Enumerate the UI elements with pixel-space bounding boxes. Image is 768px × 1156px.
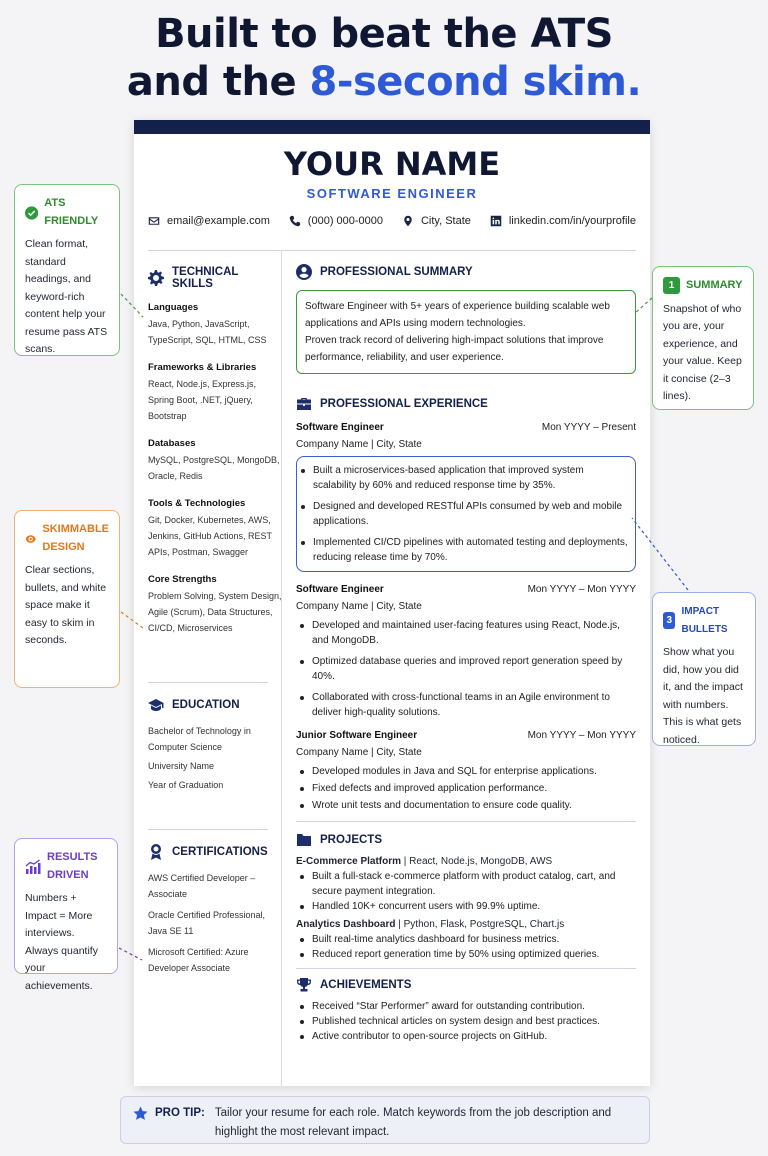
achievement-item: Active contributor to open-source projects on GitHub.	[296, 1029, 636, 1044]
experience-title: PROFESSIONAL EXPERIENCE	[320, 398, 488, 410]
project-bullet: Handled 10K+ concurrent users with 99.9% uptime.	[296, 899, 636, 914]
job-bullet: Designed and developed RESTful APIs consumed by web and mobile applications.	[297, 499, 629, 529]
section-divider	[296, 968, 636, 969]
gear-icon	[148, 270, 164, 286]
resume-body	[134, 250, 650, 1086]
skill-group-items: Java, Python, JavaScript, TypeScript, SQL, HTML, CSS	[148, 319, 267, 345]
callout-title: SKIMMABLE	[42, 523, 109, 535]
job-dates: Mon YYYY – Mon YYYY	[527, 730, 636, 741]
job-title: Software Engineer	[296, 422, 384, 433]
job-company: Company Name | City, State	[296, 747, 422, 758]
education-title: EDUCATION	[172, 699, 240, 711]
projects-heading	[296, 832, 636, 848]
resume-role: SOFTWARE ENGINEER	[306, 186, 478, 201]
achievement-item: Received “Star Performer” award for outstanding contribution.	[296, 999, 636, 1014]
resume-name: YOUR NAME	[283, 145, 501, 183]
achievements-heading	[296, 977, 636, 993]
pro-tip-text: Tailor your resume for each role. Match keywords from the job description and highlight the most relevant impact.	[214, 1107, 612, 1138]
achievement-item: Published technical articles on system design and best practices.	[296, 1014, 636, 1029]
hero-line-2-accent: 8-second skim.	[309, 59, 642, 105]
callout-skimmable-design	[14, 510, 120, 688]
callout-text: Snapshot of who you are, your experience, and your value. Keep it concise (2–3 lines).	[663, 302, 742, 402]
section-divider	[296, 821, 636, 822]
callout-text: Show what you did, how you did it, and the impact with numbers. This is what gets noticed.	[663, 646, 743, 746]
right-column	[296, 250, 636, 1086]
callout-impact-bullets	[652, 592, 756, 746]
project-bullets	[296, 932, 636, 962]
phone-icon	[289, 215, 301, 227]
email-icon	[148, 215, 160, 227]
job-dates: Mon YYYY – Mon YYYY	[527, 584, 636, 595]
job-entry	[296, 584, 636, 720]
award-ribbon-icon	[148, 844, 164, 860]
skill-group-title: Frameworks & Libraries	[148, 362, 257, 373]
contact-phone[interactable]	[289, 215, 383, 227]
hero-title	[0, 10, 768, 106]
pro-tip-banner	[120, 1096, 650, 1144]
skill-group-items: Problem Solving, System Design, Agile (Scrum), Data Structures, CI/CD, Microservices	[148, 591, 282, 633]
job-bullet: Fixed defects and improved application performance.	[296, 781, 636, 796]
experience-heading	[296, 396, 636, 412]
contact-location	[402, 215, 471, 227]
callout-title-row	[25, 849, 107, 884]
project-stack: | React, Node.js, MongoDB, AWS	[401, 856, 553, 867]
callout-title-row	[663, 603, 745, 638]
user-profile-icon	[296, 264, 312, 280]
certifications-heading	[148, 844, 282, 860]
project-entry	[296, 856, 636, 867]
education-university: University Name	[148, 761, 215, 771]
job-bullet: Optimized database queries and improved report generation speed by 40%.	[296, 654, 636, 684]
certification-item: Microsoft Certified: Azure Developer Associate	[148, 947, 249, 973]
certification-item: AWS Certified Developer – Associate	[148, 873, 256, 899]
callout-summary	[652, 266, 754, 410]
summary-heading	[296, 264, 636, 280]
section-divider	[148, 829, 268, 830]
skill-group-title: Tools & Technologies	[148, 498, 246, 509]
project-name: E-Commerce Platform	[296, 856, 402, 867]
job-title: Software Engineer	[296, 584, 384, 595]
impact-bullets-box	[296, 456, 636, 572]
project-stack: | Python, Flask, PostgreSQL, Chart.js	[395, 919, 565, 930]
callout-title: IMPACT BULLETS	[681, 606, 728, 635]
job-bullets	[297, 463, 629, 565]
briefcase-icon	[296, 396, 312, 412]
hero-line-2	[0, 58, 768, 106]
project-bullets	[296, 869, 636, 914]
contact-linkedin-text: linkedin.com/in/yourprofile	[508, 215, 636, 227]
callout-text: Clean format, standard headings, and keyword-rich content help your resume pass ATS scans.	[25, 238, 108, 355]
job-bullet: Implemented CI/CD pipelines with automated testing and deployments, reducing release time by 70%.	[297, 535, 629, 565]
summary-text-1: Software Engineer with 5+ years of experience building scalable web applications and APIs using modern technologies.	[305, 301, 610, 329]
project-bullet: Reduced report generation time by 50% using optimized queries.	[296, 947, 636, 962]
education-heading	[148, 697, 282, 713]
callout-title: SUMMARY	[686, 279, 743, 291]
resume-document	[134, 120, 650, 1086]
project-name: Analytics Dashboard	[296, 919, 396, 930]
job-company: Company Name | City, State	[296, 601, 422, 612]
resume-top-bar	[134, 120, 650, 134]
contact-linkedin[interactable]	[490, 215, 636, 227]
hero-line-1: Built to beat the ATS	[155, 11, 613, 57]
contact-location-text: City, State	[420, 215, 471, 227]
callout-title: RESULTS	[47, 851, 98, 863]
contact-row	[134, 215, 650, 227]
job-entry	[296, 422, 636, 572]
callout-number-badge: 3	[663, 612, 675, 629]
callout-number-badge: 1	[663, 277, 680, 294]
trophy-icon	[296, 977, 312, 993]
callout-text: Clear sections, bullets, and white space make it easy to skim in seconds.	[25, 564, 107, 646]
project-entry	[296, 919, 636, 930]
callout-title: DESIGN	[42, 540, 85, 553]
summary-text-2: Proven track record of delivering high-impact solutions that improve performance, reliability, and user experience.	[305, 335, 604, 363]
skill-group-title: Databases	[148, 438, 196, 449]
achievement-list	[296, 999, 636, 1044]
callout-title-lines	[42, 521, 109, 556]
callout-results-driven	[14, 838, 118, 992]
job-bullet: Developed modules in Java and SQL for enterprise applications.	[296, 764, 636, 779]
certifications-title: CERTIFICATIONS	[172, 846, 268, 858]
left-column	[148, 250, 282, 1086]
job-bullet: Developed and maintained user-facing features using React, Node.js, and MongoDB.	[296, 618, 636, 648]
contact-email[interactable]	[148, 215, 270, 227]
skill-group-items: MySQL, PostgreSQL, MongoDB, Oracle, Redis	[148, 455, 280, 481]
callout-title: ATS FRIENDLY	[44, 197, 99, 227]
check-circle-icon	[25, 205, 38, 221]
contact-phone-text: (000) 000-0000	[307, 215, 384, 227]
graduation-cap-icon	[148, 697, 164, 713]
job-bullets	[296, 618, 636, 720]
technical-skills-heading	[148, 266, 282, 290]
job-company: Company Name | City, State	[296, 439, 422, 450]
job-title-row	[296, 730, 636, 741]
skill-group-items: Git, Docker, Kubernetes, AWS, Jenkins, GitHub Actions, REST APIs, Postman, Swagger	[148, 515, 272, 557]
certification-item: Oracle Certified Professional, Java SE 11	[148, 910, 266, 936]
project-bullet: Built real-time analytics dashboard for business metrics.	[296, 932, 636, 947]
star-icon	[133, 1106, 148, 1121]
job-bullets	[296, 764, 636, 813]
job-bullet: Built a microservices-based application that improved system scalability by 60% and reduced response time by 35%.	[297, 463, 629, 493]
job-title-row	[296, 422, 636, 433]
job-entry	[296, 730, 636, 813]
eye-icon	[25, 532, 36, 546]
skill-group-title: Languages	[148, 302, 199, 313]
technical-skills-title: TECHNICAL SKILLS	[172, 266, 239, 290]
callout-ats-friendly	[14, 184, 120, 356]
pro-tip-label: PRO TIP:	[155, 1107, 205, 1119]
folder-icon	[296, 832, 312, 848]
achievements-title: ACHIEVEMENTS	[320, 979, 412, 991]
callout-title-lines	[47, 849, 98, 884]
callout-text: Numbers + Impact = More interviews. Always quantify your achievements.	[25, 892, 98, 992]
projects-title: PROJECTS	[320, 834, 382, 846]
job-bullet: Wrote unit tests and documentation to ensure code quality.	[296, 798, 636, 813]
education-year: Year of Graduation	[148, 780, 224, 790]
callout-title: DRIVEN	[47, 868, 89, 881]
pro-tip-label-row	[133, 1104, 205, 1123]
job-title-row	[296, 584, 636, 595]
project-bullet: Built a full-stack e-commerce platform with product catalog, cart, and secure payment integration.	[296, 869, 636, 899]
skill-group-title: Core Strengths	[148, 574, 217, 585]
callout-title-row	[25, 195, 109, 230]
skill-group-items: React, Node.js, Express.js, Spring Boot, .NET, jQuery, Bootstrap	[148, 379, 257, 421]
job-title: Junior Software Engineer	[296, 730, 418, 741]
job-dates: Mon YYYY – Present	[541, 422, 636, 433]
job-bullet: Collaborated with cross-functional teams in an Agile environment to deliver high-quality solutions.	[296, 690, 636, 720]
contact-email-text: email@example.com	[167, 215, 270, 227]
bar-chart-icon	[25, 859, 41, 875]
linkedin-icon	[490, 215, 502, 227]
callout-title-row	[663, 277, 743, 295]
hero-line-2-prefix: and the	[126, 59, 310, 105]
section-divider	[148, 682, 268, 683]
summary-box	[296, 290, 636, 374]
callout-title-row	[25, 521, 109, 556]
education-degree: Bachelor of Technology in Computer Science	[148, 726, 251, 752]
summary-title: PROFESSIONAL SUMMARY	[320, 266, 473, 278]
location-pin-icon	[402, 215, 414, 227]
